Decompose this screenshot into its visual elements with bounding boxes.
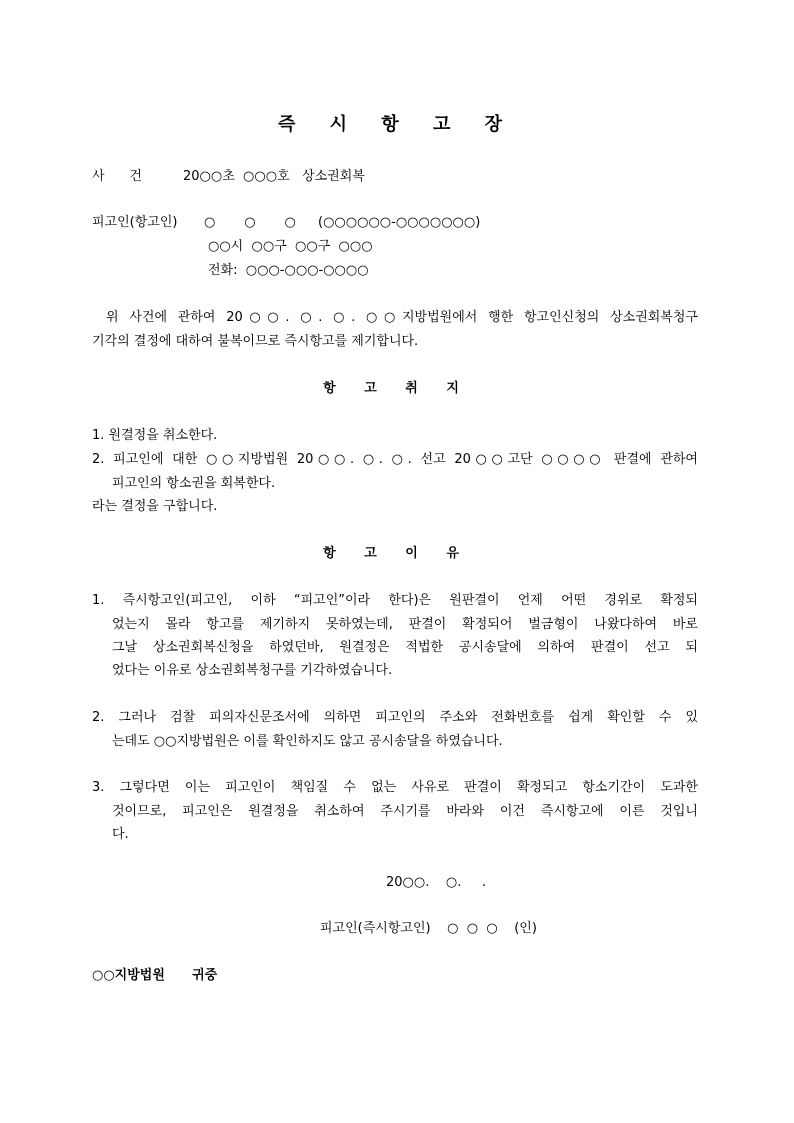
court-addressee: ○○지방법원 귀중 xyxy=(92,968,218,983)
reason-1-line-2: 었는지 몰라 항고를 제기하지 못하였는데, 판결이 확정되어 벌금형이 나왔다하여 바로 xyxy=(112,617,698,632)
purpose-item-2-line-1: 2. 피고인에 대한 ○○지방법원 20○○. ○. ○. 선고 20○○고단 ○○○○ 판결에 관하여 xyxy=(92,452,698,467)
purpose-item-1: 1. 원결정을 취소한다. xyxy=(92,428,218,443)
defendant-label: 피고인(항고인) xyxy=(92,215,178,230)
purpose-item-2-line-2: 피고인의 항소권을 회복한다. xyxy=(112,476,276,491)
intro-line-1: 위 사건에 관하여 20○○. ○. ○. ○○지방법원에서 행한 항고인신청의 상소권회복청구 xyxy=(106,310,698,325)
reason-3-line-1: 3. 그렇다면 이는 피고인이 책임질 수 없는 사유로 판결이 확정되고 항소기간이 도과한 xyxy=(92,780,698,795)
defendant-phone: 전화: ○○○-○○○-○○○○ xyxy=(208,263,369,278)
reason-1-line-3: 그날 상소권회복신청을 하였던바, 원결정은 적법한 공시송달에 의하여 판결이 선고 되 xyxy=(112,640,698,655)
case-label: 사 건 xyxy=(92,169,142,184)
document-title: 즉 시 항 고 장 xyxy=(277,114,516,135)
defendant-name: ○ ○ ○ xyxy=(204,215,296,230)
reason-3-line-2: 것이므로, 피고인은 원결정을 취소하여 주시기를 바라와 이건 즉시항고에 이른 것입니 xyxy=(112,804,698,819)
reason-2-line-1: 2. 그러나 검찰 피의자신문조서에 의하면 피고인의 주소와 전화번호를 쉽게 확인할 수 있 xyxy=(92,710,698,725)
reason-3-line-3: 다. xyxy=(112,827,129,842)
defendant-id-number: (○○○○○○-○○○○○○○) xyxy=(318,215,481,230)
reasons-heading: 항 고 이 유 xyxy=(323,546,471,561)
defendant-address: ○○시 ○○구 ○○구 ○○○ xyxy=(208,239,373,254)
case-value: 20○○초 ○○○호 상소권회복 xyxy=(183,169,365,184)
reason-1-line-4: 었다는 이유로 상소권회복청구를 기각하였습니다. xyxy=(112,663,393,678)
reason-2-line-2: 는데도 ○○지방법원은 이를 확인하지도 않고 공시송달을 하였습니다. xyxy=(112,734,503,749)
reason-1-line-1: 1. 즉시항고인(피고인, 이하 “피고인”이라 한다)은 원판결이 언제 어떤 경위로 확정되 xyxy=(92,593,698,608)
signature-line: 피고인(즉시항고인) ○ ○ ○ (인) xyxy=(320,921,537,936)
intro-line-2: 기각의 결정에 대하여 불복이므로 즉시항고를 제기합니다. xyxy=(92,334,419,349)
document-date: 20○○. ○. . xyxy=(386,875,487,890)
purpose-closing: 라는 결정을 구합니다. xyxy=(92,499,218,514)
purpose-heading: 항 고 취 지 xyxy=(323,381,471,396)
